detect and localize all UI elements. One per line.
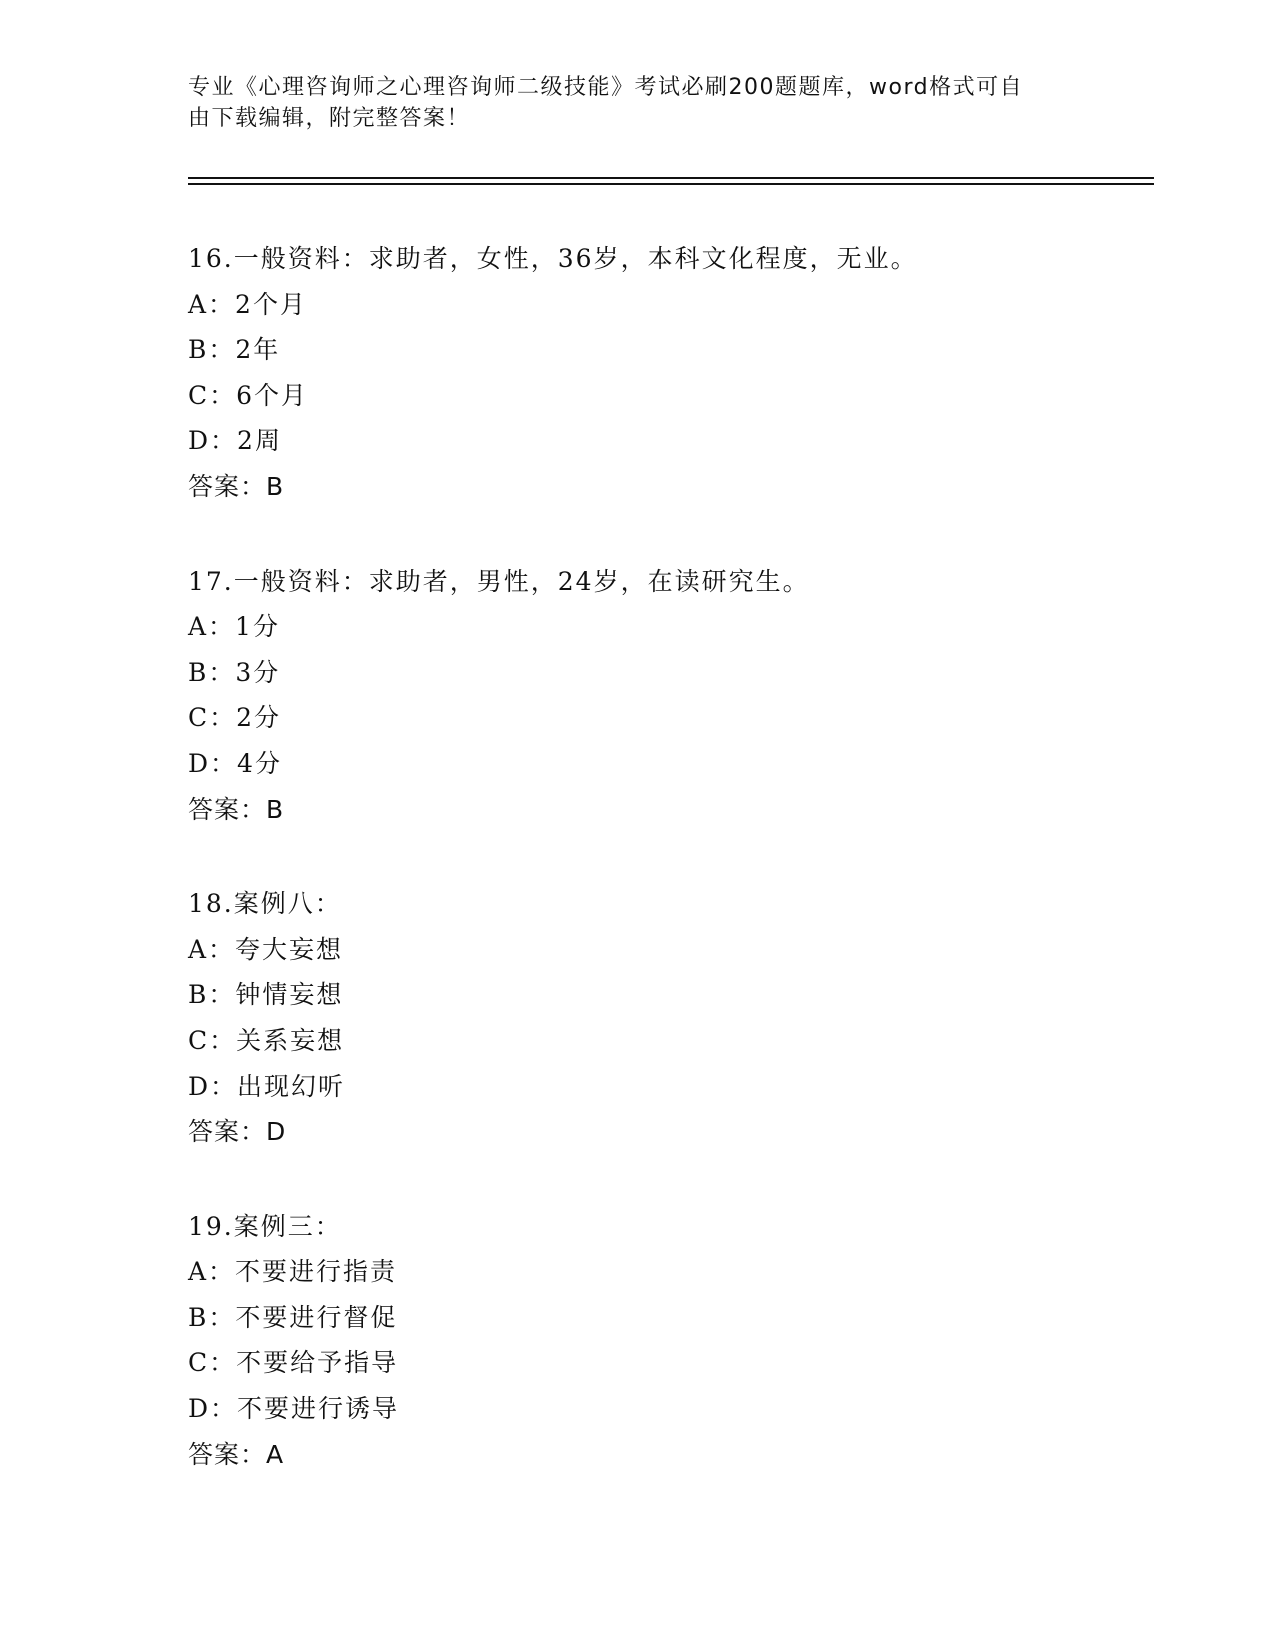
option-a: A：2个月 — [188, 289, 307, 319]
question-stem: 16.一般资料：求助者，女性，36岁，本科文化程度，无业。 — [188, 244, 918, 273]
option-d: D：出现幻听 — [188, 1071, 346, 1101]
option-c: C：关系妄想 — [188, 1025, 345, 1055]
answer-line: 答案：D — [188, 1117, 287, 1147]
answer-line: 答案：B — [188, 471, 285, 501]
question-16 — [188, 236, 1154, 510]
option-c: C：6个月 — [188, 380, 309, 410]
question-18 — [188, 881, 1154, 1155]
option-a: A：不要进行指责 — [188, 1257, 398, 1287]
question-stem: 18.案例八： — [188, 889, 342, 919]
option-a: A：1分 — [188, 612, 280, 642]
header-divider-top — [188, 177, 1154, 179]
option-d: D：不要进行诱导 — [188, 1394, 400, 1424]
option-b: B：2年 — [188, 335, 281, 365]
option-c: C：2分 — [188, 703, 282, 733]
question-17 — [188, 559, 1154, 833]
option-d: D：2周 — [188, 426, 282, 456]
question-19 — [188, 1204, 1154, 1478]
answer-line: 答案：A — [188, 1439, 285, 1469]
question-stem: 19.案例三： — [188, 1211, 342, 1241]
header-line-2: 由下载编辑，附完整答案！ — [188, 106, 471, 131]
option-a: A：夸大妄想 — [188, 934, 344, 964]
header-line-1: 专业《心理咨询师之心理咨询师二级技能》考试必刷200题题库，word格式可自 — [188, 75, 1024, 100]
option-b: B：3分 — [188, 657, 281, 687]
question-list — [188, 236, 1154, 1526]
option-c: C：不要给予指导 — [188, 1348, 399, 1378]
option-b: B：钟情妄想 — [188, 980, 344, 1010]
document-header — [188, 72, 1068, 134]
answer-line: 答案：B — [188, 794, 285, 824]
question-stem: 17.一般资料：求助者，男性，24岁，在读研究生。 — [188, 566, 810, 596]
header-divider-bottom — [188, 183, 1154, 185]
option-d: D：4分 — [188, 748, 282, 778]
option-b: B：不要进行督促 — [188, 1302, 398, 1332]
